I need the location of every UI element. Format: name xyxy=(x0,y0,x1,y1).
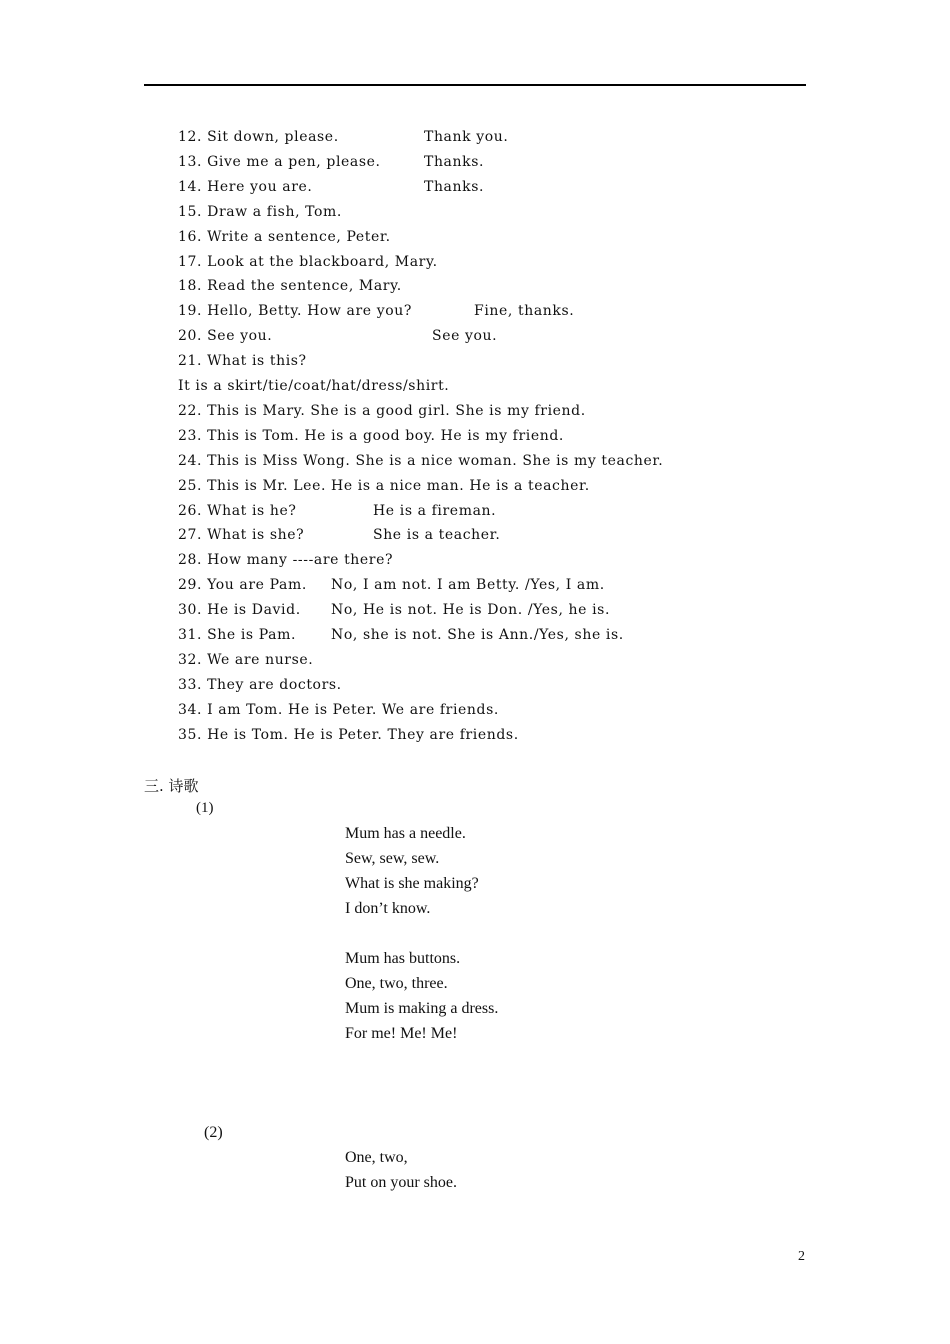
dialogue-response: No, He is not. He is Don. /Yes, he is. xyxy=(331,602,611,619)
dialogue-line: 13. Give me a pen, please. xyxy=(178,153,381,170)
dialogue-line: 32. We are nurse. xyxy=(178,651,314,668)
dialogue-line: 21. What is this? xyxy=(178,353,307,370)
dialogue-response: Fine, thanks. xyxy=(474,303,575,320)
poem-line: What is she making? xyxy=(345,875,479,892)
poem-line: One, two, three. xyxy=(345,975,448,992)
dialogue-line: 35. He is Tom. He is Peter. They are friends. xyxy=(178,726,519,743)
dialogue-line: 15. Draw a fish, Tom. xyxy=(178,203,342,220)
dialogue-line: 31. She is Pam. xyxy=(178,627,297,643)
dialogue-line: 26. What is he? xyxy=(178,502,297,519)
dialogue-line: 19. Hello, Betty. How are you? xyxy=(178,303,412,320)
dialogue-line: 20. See you. xyxy=(178,328,273,345)
dialogue-line: 17. Look at the blackboard, Mary. xyxy=(178,253,438,270)
dialogue-line: 27. What is she? xyxy=(178,527,305,544)
dialogue-response: He is a fireman. xyxy=(373,502,497,519)
poem-2-label: (2) xyxy=(204,1124,223,1141)
poem-line: I don’t know. xyxy=(345,900,431,917)
page-number: 2 xyxy=(798,1249,805,1264)
dialogue-response: Thanks. xyxy=(424,178,485,195)
dialogue-response: Thanks. xyxy=(424,153,485,170)
poem-1-label: (1) xyxy=(196,800,214,816)
poem-line: For me! Me! Me! xyxy=(345,1025,458,1042)
poem-line: Put on your shoe. xyxy=(345,1174,457,1191)
dialogue-line: 12. Sit down, please. xyxy=(178,129,339,145)
poem-line: Sew, sew, sew. xyxy=(345,850,440,867)
dialogue-line: 23. This is Tom. He is a good boy. He is my friend. xyxy=(178,427,564,444)
dialogue-response: Thank you. xyxy=(424,129,509,145)
dialogue-line: 34. I am Tom. He is Peter. We are friends. xyxy=(178,701,499,718)
dialogue-line: 24. This is Miss Wong. She is a nice woman. She is my teacher. xyxy=(178,452,664,469)
dialogue-response: See you. xyxy=(432,328,498,345)
poem-line: Mum has a needle. xyxy=(345,825,466,842)
dialogue-response: No, she is not. She is Ann./Yes, she is. xyxy=(331,627,624,643)
dialogue-line: 30. He is David. xyxy=(178,602,301,619)
dialogue-line: 29. You are Pam. xyxy=(178,577,307,594)
dialogue-line: 33. They are doctors. xyxy=(178,676,342,693)
poem-line: Mum has buttons. xyxy=(345,950,461,967)
dialogue-line: 28. How many ----are there? xyxy=(178,552,394,569)
dialogue-line: 18. Read the sentence, Mary. xyxy=(178,278,402,295)
poem-line: One, two, xyxy=(345,1149,408,1166)
dialogue-line: 25. This is Mr. Lee. He is a nice man. He is a teacher. xyxy=(178,477,590,494)
header-rule xyxy=(144,84,806,86)
dialogue-response: She is a teacher. xyxy=(373,527,501,544)
dialogue-line: 22. This is Mary. She is a good girl. She is my friend. xyxy=(178,402,586,419)
poem-line: Mum is making a dress. xyxy=(345,1000,499,1017)
dialogue-line: 16. Write a sentence, Peter. xyxy=(178,228,391,245)
dialogue-line: 14. Here you are. xyxy=(178,178,313,195)
dialogue-line: It is a skirt/tie/coat/hat/dress/shirt. xyxy=(178,378,450,394)
dialogue-response: No, I am not. I am Betty. /Yes, I am. xyxy=(331,577,605,594)
section-heading: 三. 诗歌 xyxy=(144,777,199,795)
